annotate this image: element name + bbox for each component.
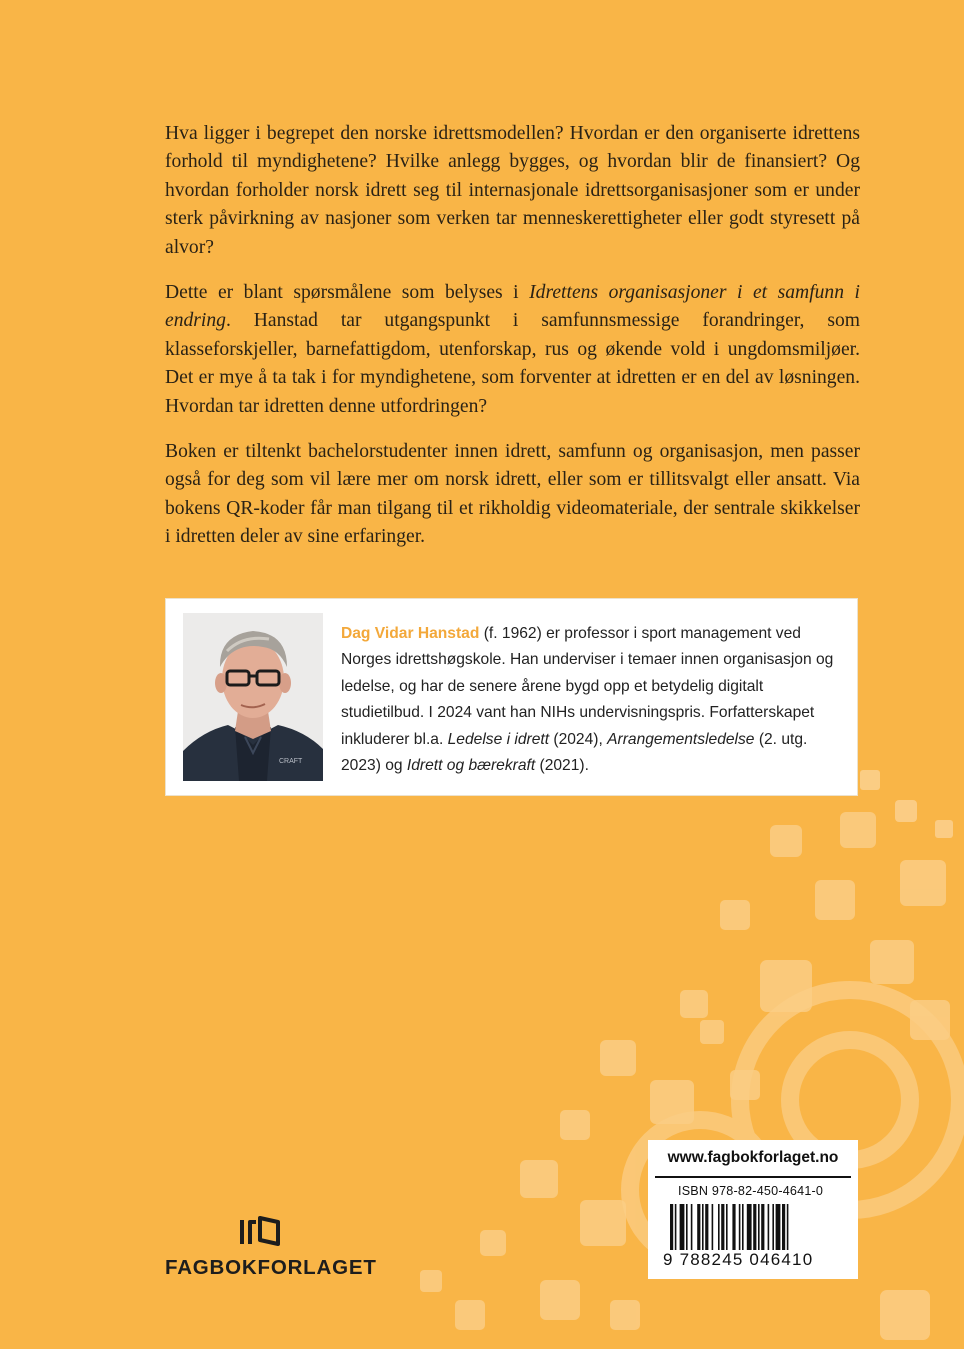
- back-cover-description: [165, 120, 860, 569]
- author-bio-text-2: (2024),: [549, 730, 608, 748]
- author-bio-text-4: (2021).: [535, 757, 589, 775]
- description-p2-intro: Dette er blant spørsmålene som belyses i: [165, 282, 530, 304]
- publisher-name: FAGBOKFORLAGET: [165, 1256, 377, 1279]
- description-paragraph-3: Boken er tiltenkt bachelorstudenter innen idrett, samfunn og organisasjon, men passer også for deg som vil lære mer om norsk idrett, eller som er tillitsvalgt eller ansatt. Via bokens QR-koder får man tilgang til et rikholdig videomateriale, der sentrale skikkelser i idretten deler av sine erfaringer.: [165, 441, 860, 548]
- author-book-2: Arrangementsledelse: [607, 730, 755, 748]
- author-bio-text-1: (f. 1962) er professor i sport management ved Norges idrettshøgskole. Han underviser i temaer innen organisasjon og ledelse, og har de senere årene bygd opp et betydelig digitalt studietilbud. I 2024 vant han NIHs undervisningspris. Forfatterskapet inkluderer bl.a.: [341, 625, 834, 748]
- author-name: Dag Vidar Hanstad: [341, 625, 480, 642]
- author-bio-text-3: (2. utg. 2023) og: [341, 730, 808, 775]
- isbn-box: [648, 1140, 858, 1279]
- author-book-3: Idrett og bærekraft: [406, 757, 536, 775]
- description-p2-body: . Hanstad tar utgangspunkt i samfunnsmessige forandringer, som klasseforskjeller, barnefattigdom, utenforskap, rus og økende vold i ungdomsmiljøer. Det er mye å ta tak i for myndighetene, som forventer at idretten er en del av løsningen. Hvordan tar idretten denne utfordringen?: [165, 310, 860, 417]
- book-title-inline: Idrettens organisasjoner i et samfunn i endring: [165, 282, 860, 332]
- description-paragraph-1: Hva ligger i begrepet den norske idrettsmodellen? Hvordan er den organiserte idrettens forhold til myndighetene? Hvilke anlegg bygges, og hvordan blir de finansiert? Og hvordan forholder norsk idrett seg til internasjonale idrettsorganisasjoner som er under sterk påvirkning av nasjoner som verken tar menneskerettigheter eller godt styresett på alvor?: [165, 123, 860, 258]
- barcode-digits: 9 788245 046410: [663, 1250, 814, 1269]
- author-photo: [183, 613, 323, 781]
- publisher-url[interactable]: www.fagbokforlaget.no: [667, 1149, 839, 1166]
- book-logo-icon: [238, 1216, 282, 1248]
- isbn-number: ISBN 978-82-450-4641-0: [678, 1184, 824, 1198]
- isbn-divider: [655, 1176, 851, 1178]
- author-box: [165, 598, 858, 796]
- publisher-logo: [165, 1212, 377, 1282]
- description-paragraph-2: [165, 279, 860, 421]
- author-book-1: Ledelse i idrett: [447, 730, 550, 748]
- jacket-brand-label: CRAFT: [279, 758, 303, 765]
- author-bio: [341, 621, 836, 779]
